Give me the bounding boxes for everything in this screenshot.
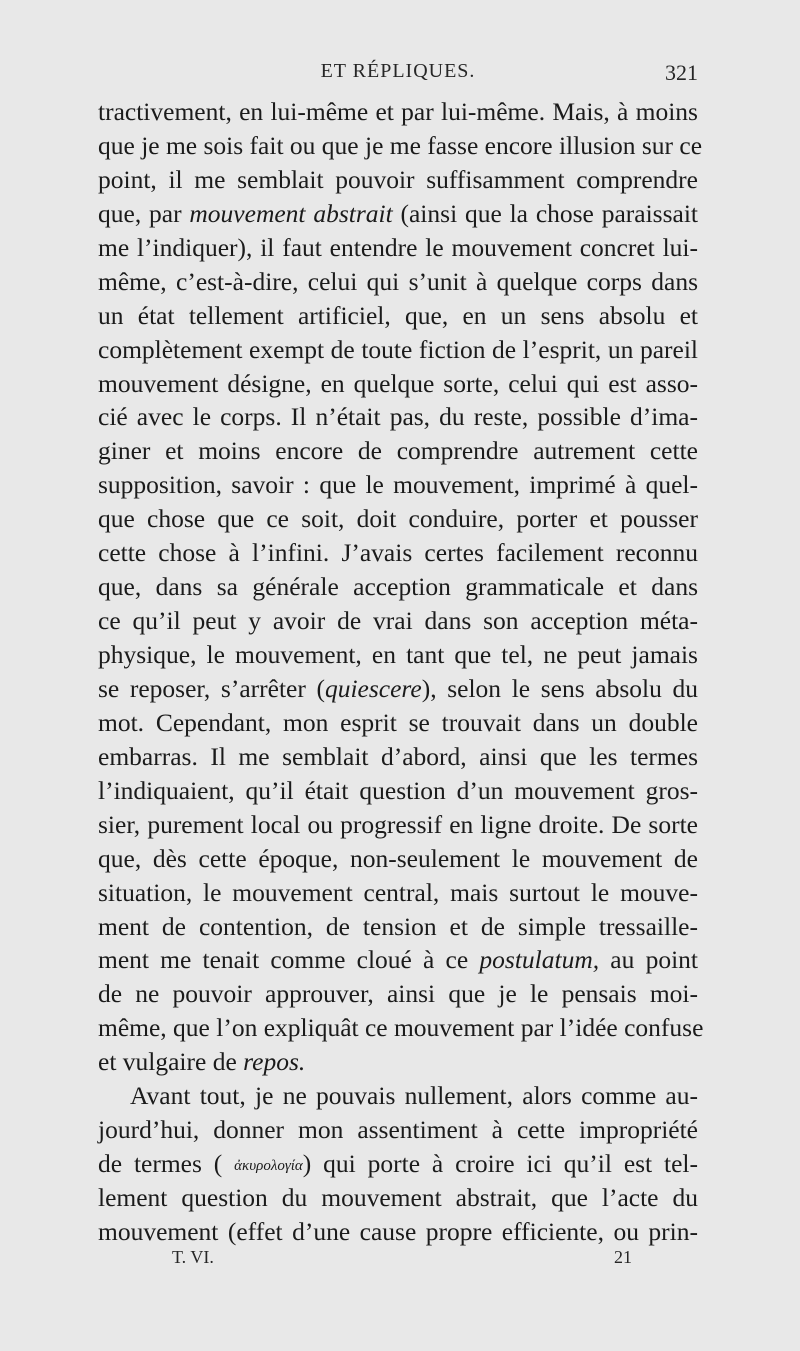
italic-term: quiescere bbox=[324, 673, 422, 703]
sheet-signature: 21 bbox=[614, 1247, 632, 1267]
text-line: un état tellement artificiel, que, en un sens absolu et bbox=[98, 300, 698, 330]
text-line: mouvement désigne, en quelque sorte, celui qui est asso- bbox=[98, 368, 698, 398]
text-line: lement question du mouvement abstrait, que l’acte du bbox=[98, 1183, 698, 1212]
text-line: supposition, savoir : que le mouvement, imprimé à quel- bbox=[98, 470, 698, 500]
volume-signature: T. VI. bbox=[172, 1247, 214, 1267]
text-run: (ainsi que la chose paraissait bbox=[392, 198, 698, 228]
text-run: ) qui porte à croire ici qu’il est tel- bbox=[302, 1149, 699, 1179]
text-line: jourd’hui, donner mon assentiment à cette impropriété bbox=[98, 1115, 698, 1145]
text-run: que, par bbox=[98, 198, 190, 228]
text-line bbox=[98, 1147, 698, 1181]
page-footer bbox=[172, 1247, 632, 1273]
text-line: cié avec le corps. Il n’était pas, du reste, possible d’ima- bbox=[98, 402, 698, 432]
text-line: de ne pouvoir approuver, ainsi que je le pensais moi- bbox=[98, 979, 698, 1009]
italic-term: repos. bbox=[243, 1047, 306, 1077]
text-line: cette chose à l’infini. J’avais certes facilement reconnu bbox=[98, 538, 698, 568]
text-line: sier, purement local ou progressif en ligne droite. De sorte bbox=[98, 809, 698, 839]
text-line: embarras. Il me semblait d’abord, ainsi que les termes bbox=[98, 741, 698, 771]
text-line: que, dans sa générale acception grammaticale et dans bbox=[98, 572, 698, 602]
text-line bbox=[98, 1045, 698, 1079]
page-header bbox=[98, 56, 698, 90]
text-line: ce qu’il peut y avoir de vrai dans son acception méta- bbox=[98, 606, 698, 636]
italic-term: postulatum, bbox=[479, 945, 600, 975]
body-text bbox=[98, 95, 704, 1249]
text-run: au point bbox=[599, 945, 698, 975]
text-line: que chose que ce soit, doit conduire, porter et pousser bbox=[98, 504, 698, 534]
text-line: même, que l’on expliquât ce mouvement par l’idée confuse bbox=[98, 1013, 704, 1043]
italic-term: mouvement abstrait bbox=[189, 198, 393, 228]
text-run: se reposer, s’arrêter ( bbox=[98, 673, 325, 703]
text-line: que je me sois fait ou que je me fasse encore illusion sur ce bbox=[98, 130, 703, 160]
text-line bbox=[98, 672, 698, 706]
text-line: point, il me semblait pouvoir suffisamment comprendre bbox=[98, 164, 698, 194]
text-line: que, dès cette époque, non-seulement le mouvement de bbox=[98, 843, 698, 873]
text-line bbox=[98, 943, 698, 977]
text-run: de termes ( bbox=[98, 1149, 235, 1179]
text-line: ment de contention, de tension et de simple tressaille- bbox=[98, 911, 698, 941]
page-number: 321 bbox=[665, 60, 698, 85]
text-line bbox=[98, 197, 698, 231]
text-run: ment me tenait comme cloué à ce bbox=[98, 945, 480, 975]
text-line: physique, le mouvement, en tant que tel, ne peut jamais bbox=[98, 640, 698, 669]
text-line: Avant tout, je ne pouvais nullement, alors comme au- bbox=[130, 1081, 698, 1111]
text-line: tractivement, en lui-même et par lui-même. Mais, à moins bbox=[98, 97, 698, 126]
text-line: situation, le mouvement central, mais surtout le mouve- bbox=[98, 877, 698, 907]
text-line: complètement exempt de toute fiction de l’esprit, un pareil bbox=[98, 334, 698, 364]
greek-term: ἀκυρολογία bbox=[234, 1158, 303, 1175]
text-line: me l’indiquer), il faut entendre le mouvement concret lui- bbox=[98, 232, 698, 262]
text-line: mot. Cependant, mon esprit se trouvait dans un double bbox=[98, 707, 698, 737]
text-line: l’indiquaient, qu’il était question d’un mouvement gros- bbox=[98, 775, 698, 805]
text-line: même, c’est-à-dire, celui qui s’unit à quelque corps dans bbox=[98, 266, 698, 296]
text-line: mouvement (effet d’une cause propre efficiente, ou prin- bbox=[98, 1216, 698, 1246]
text-run: et vulgaire de bbox=[98, 1047, 244, 1077]
text-run: ), selon le sens absolu du bbox=[421, 673, 698, 703]
text-line: giner et moins encore de comprendre autrement cette bbox=[98, 436, 698, 466]
running-title: ET RÉPLIQUES. bbox=[320, 60, 476, 82]
